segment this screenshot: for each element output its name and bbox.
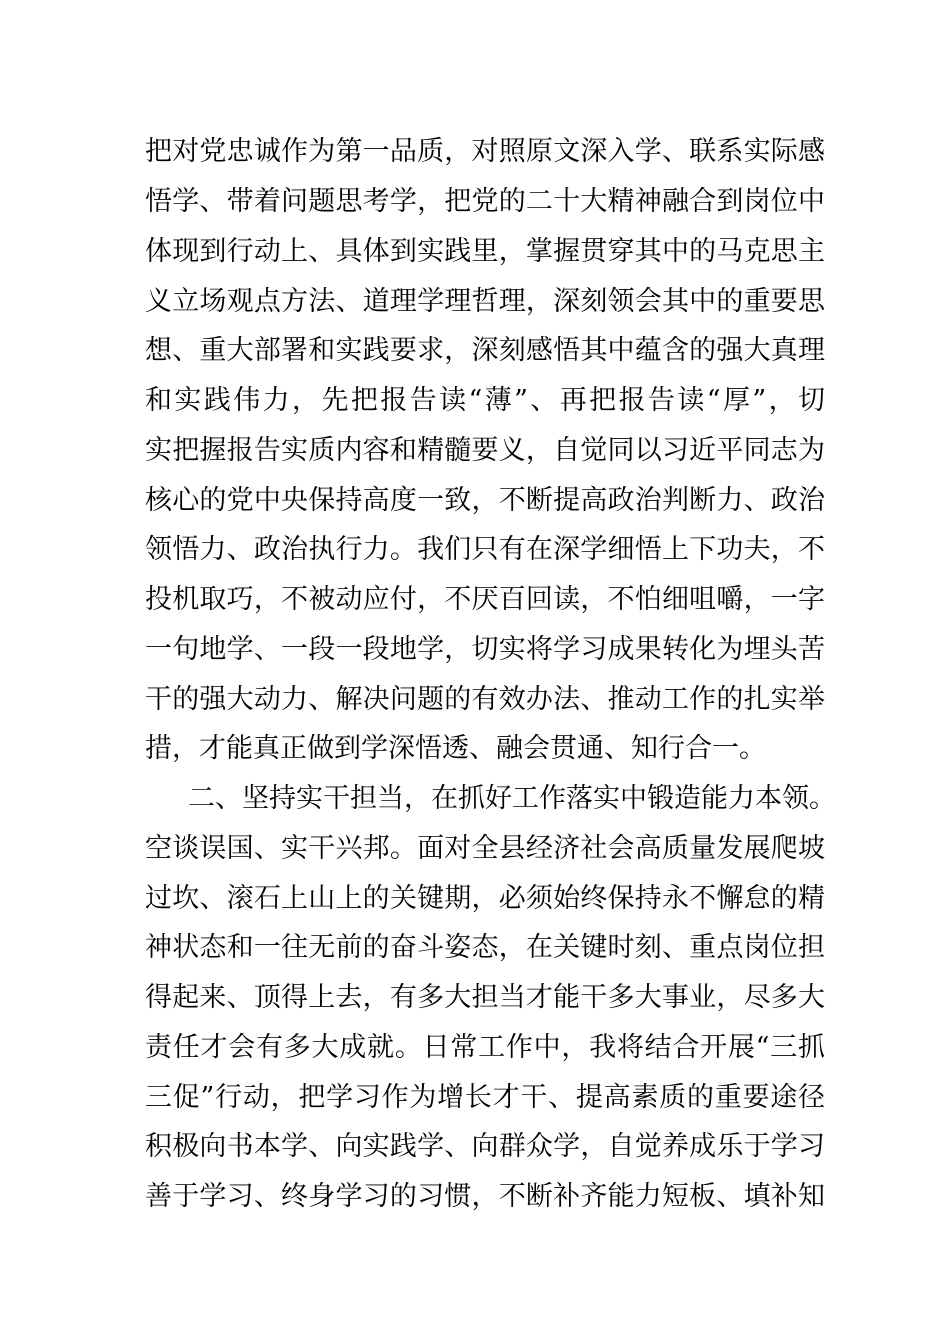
text-line: 实把握报告实质内容和精髓要义，自觉同以习近平同志为 [145,435,825,466]
text-line: 和实践伟力，先把报告读“薄”、再把报告读“厚”，切 [145,385,825,416]
section-heading-line: 二、坚持实干担当，在抓好工作落实中锻造能力本领。 [188,783,836,814]
text-line: 责任才会有多大成就。日常工作中，我将结合开展“三抓 [145,1032,825,1063]
paragraph-end-line: 措，才能真正做到学深悟透、融会贯通、知行合一。 [145,733,766,764]
text-line: 体现到行动上、具体到实践里，掌握贯穿其中的马克思主 [145,236,825,267]
text-line: 悟学、带着问题思考学，把党的二十大精神融合到岗位中 [145,186,825,217]
text-line: 得起来、顶得上去，有多大担当才能干多大事业，尽多大 [145,982,825,1013]
text-line: 义立场观点方法、道理学理哲理，深刻领会其中的重要思 [145,286,825,317]
text-line: 领悟力、政治执行力。我们只有在深学细悟上下功夫，不 [145,534,825,565]
text-line: 投机取巧，不被动应付，不厌百回读，不怕细咀嚼，一字 [145,584,825,615]
text-line: 过坎、滚石上山上的关键期，必须始终保持永不懈怠的精 [145,883,825,914]
text-line: 干的强大动力、解决问题的有效办法、推动工作的扎实举 [145,684,825,715]
text-line: 善于学习、终身学习的习惯，不断补齐能力短板、填补知 [145,1181,825,1212]
text-line: 空谈误国、实干兴邦。面对全县经济社会高质量发展爬坡 [145,833,825,864]
text-line: 想、重大部署和实践要求，深刻感悟其中蕴含的强大真理 [145,335,825,366]
text-line: 神状态和一往无前的奋斗姿态，在关键时刻、重点岗位担 [145,932,825,963]
text-line: 把对党忠诚作为第一品质，对照原文深入学、联系实际感 [145,136,825,167]
text-line: 三促”行动，把学习作为增长才干、提高素质的重要途径 [145,1082,825,1113]
text-line: 核心的党中央保持高度一致，不断提高政治判断力、政治 [145,485,825,516]
text-line: 一句地学、一段一段地学，切实将学习成果转化为埋头苦 [145,634,825,665]
text-line: 积极向书本学、向实践学、向群众学，自觉养成乐于学习 [145,1131,825,1162]
